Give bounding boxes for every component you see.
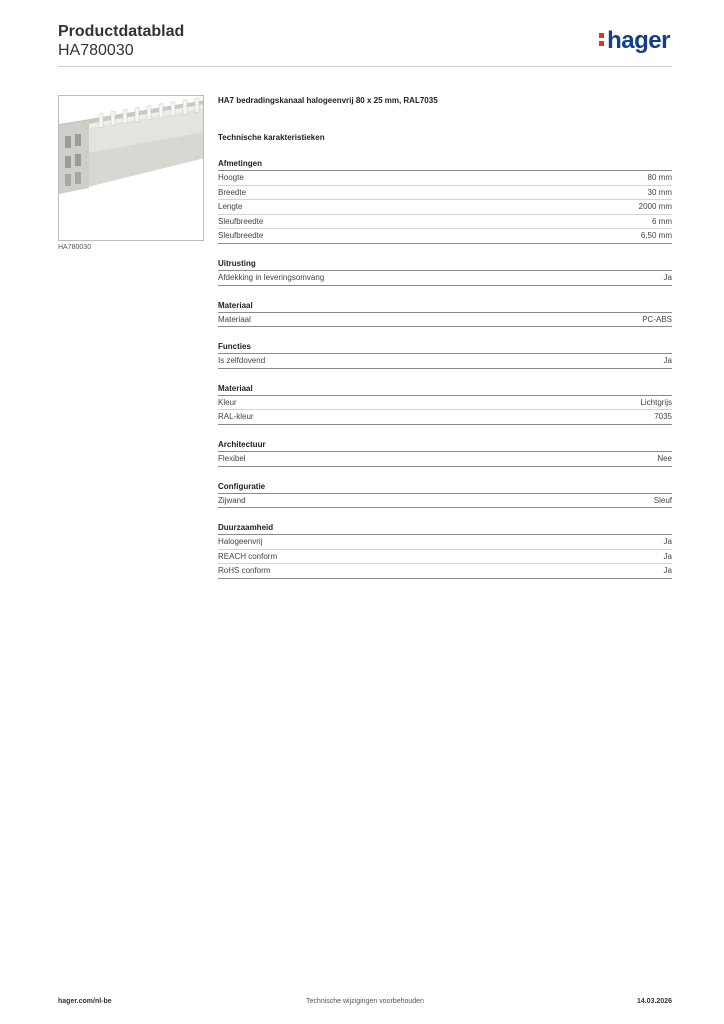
spec-content <box>218 95 672 579</box>
spec-label: Sleufbreedte <box>218 216 264 226</box>
footer-website: hager.com/nl-be <box>58 998 112 1005</box>
spec-section <box>218 300 672 328</box>
logo-dots-icon <box>599 30 605 47</box>
spec-value: 80 mm <box>647 173 672 182</box>
spec-value: Ja <box>663 566 672 576</box>
spec-value: Ja <box>663 537 672 547</box>
spec-value: 6 mm <box>652 216 672 226</box>
spec-value: Lichtgrijs <box>640 397 672 407</box>
cable-duct-photo-icon <box>59 96 204 241</box>
spec-row <box>218 535 672 550</box>
image-caption: HA780030 <box>58 244 92 251</box>
section-title: Materiaal <box>218 300 672 313</box>
spec-label: RoHS conform <box>218 566 271 576</box>
spec-label: Halogeenvrij <box>218 537 263 547</box>
specs-subheading: Technische karakteristieken <box>218 133 325 142</box>
spec-label: REACH conform <box>218 551 278 561</box>
spec-row <box>218 550 672 565</box>
spec-value: Nee <box>657 453 672 463</box>
spec-row <box>218 410 672 425</box>
product-title: HA7 bedradingskanaal halogeenvrij 80 x 25 mm, RAL7035 <box>218 96 438 105</box>
spec-value: PC-ABS <box>642 314 672 324</box>
product-code: HA780030 <box>58 42 134 59</box>
spec-label: Kleur <box>218 397 237 407</box>
spec-section <box>218 158 672 244</box>
spec-row <box>218 271 672 286</box>
footer-notice: Technische wijzigingen voorbehouden <box>306 998 424 1005</box>
spec-section <box>218 481 672 509</box>
section-title: Functies <box>218 341 672 354</box>
spec-label: Hoogte <box>218 173 244 182</box>
footer-date: 14.03.2026 <box>636 998 672 1005</box>
spec-section <box>218 522 672 579</box>
spec-label: Zijwand <box>218 495 246 505</box>
spec-row <box>218 396 672 411</box>
spec-row <box>218 354 672 369</box>
spec-label: Materiaal <box>218 314 251 324</box>
spec-value: 2000 mm <box>638 202 672 212</box>
section-title: Configuratie <box>218 481 672 494</box>
hager-logo <box>599 28 670 54</box>
product-image <box>58 95 204 241</box>
document-title: Productdatablad <box>58 23 185 40</box>
spec-value: Ja <box>663 272 672 282</box>
section-title: Uitrusting <box>218 258 672 271</box>
spec-section <box>218 341 672 369</box>
spec-label: Sleufbreedte <box>218 231 264 241</box>
spec-section <box>218 439 672 467</box>
spec-value: 6,50 mm <box>640 231 672 241</box>
spec-value: 7035 <box>654 412 672 422</box>
spec-value: Sleuf <box>653 495 672 505</box>
spec-row <box>218 494 672 509</box>
section-title: Duurzaamheid <box>218 522 672 535</box>
section-title: Afmetingen <box>218 158 672 171</box>
logo-text: hager <box>607 27 670 54</box>
section-title: Architectuur <box>218 439 672 452</box>
spec-row <box>218 186 672 201</box>
spec-section <box>218 258 672 286</box>
section-title: Materiaal <box>218 383 672 396</box>
spec-row <box>218 215 672 230</box>
spec-section <box>218 383 672 425</box>
spec-value: Ja <box>663 551 672 561</box>
spec-row <box>218 171 672 186</box>
spec-row <box>218 452 672 467</box>
spec-label: RAL-kleur <box>218 412 254 422</box>
document-header <box>58 22 672 67</box>
spec-value: 30 mm <box>647 187 672 197</box>
spec-label: Afdekking in leveringsomvang <box>218 272 325 282</box>
spec-label: Flexibel <box>218 453 246 463</box>
spec-label: Breedte <box>218 187 247 197</box>
spec-label: Lengte <box>218 202 243 212</box>
spec-row <box>218 564 672 579</box>
spec-row <box>218 313 672 328</box>
spec-row <box>218 229 672 244</box>
spec-row <box>218 200 672 215</box>
spec-label: Is zelfdovend <box>218 356 266 366</box>
spec-value: Ja <box>663 356 672 366</box>
